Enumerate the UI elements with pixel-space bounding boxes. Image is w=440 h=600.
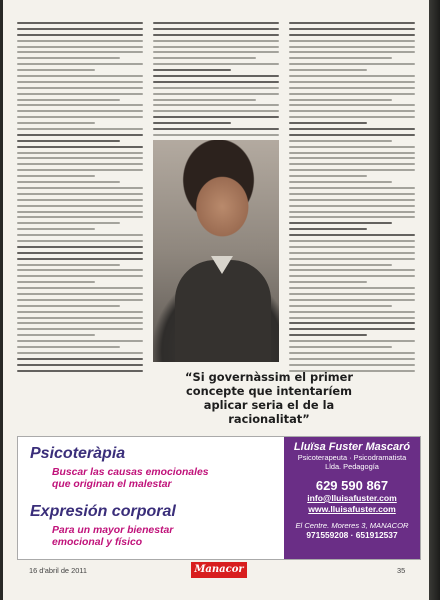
text-line xyxy=(17,146,143,148)
text-line xyxy=(17,157,143,159)
text-line xyxy=(17,293,143,295)
text-line xyxy=(17,264,120,266)
text-line xyxy=(17,258,143,260)
text-line xyxy=(17,211,143,213)
text-line xyxy=(289,87,415,89)
text-line xyxy=(153,116,279,118)
pull-quote-line: concepte que intentaríem xyxy=(186,384,352,398)
pull-quote-line: racionalitat” xyxy=(228,412,310,426)
text-line xyxy=(17,34,143,36)
text-line xyxy=(153,75,279,77)
text-line xyxy=(17,305,120,307)
text-line xyxy=(289,317,415,319)
page-edge xyxy=(429,0,440,600)
text-line xyxy=(289,222,392,224)
text-line xyxy=(289,264,392,266)
text-line xyxy=(153,40,279,42)
text-line xyxy=(153,104,279,106)
text-line xyxy=(17,152,143,154)
text-line xyxy=(17,163,143,165)
ad-tagline-line: Para un mayor bienestar xyxy=(52,525,174,536)
text-line xyxy=(289,34,415,36)
text-line xyxy=(17,222,120,224)
pull-quote-line: “Si governàssim el primer xyxy=(185,370,353,384)
text-line xyxy=(289,340,415,342)
text-line xyxy=(289,51,415,53)
text-line xyxy=(17,75,143,77)
text-line xyxy=(17,81,143,83)
text-line xyxy=(289,269,415,271)
text-line xyxy=(289,110,415,112)
text-line xyxy=(289,258,415,260)
text-line xyxy=(289,128,415,130)
interview-photo xyxy=(153,140,279,362)
text-line xyxy=(17,199,143,201)
text-line xyxy=(289,246,415,248)
text-line xyxy=(289,40,415,42)
text-line xyxy=(289,93,415,95)
text-line xyxy=(289,346,392,348)
ad-phones: 971559208 · 651912537 xyxy=(306,529,398,540)
text-line xyxy=(17,40,143,42)
text-line xyxy=(153,28,279,30)
text-line xyxy=(17,334,95,336)
text-line xyxy=(17,328,143,330)
text-line xyxy=(17,122,95,124)
ad-contact-panel xyxy=(284,437,420,559)
text-line xyxy=(153,134,279,136)
text-line xyxy=(17,110,143,112)
text-line xyxy=(289,275,415,277)
text-line xyxy=(289,364,415,366)
text-line xyxy=(153,22,279,24)
text-line xyxy=(289,157,415,159)
text-line xyxy=(289,63,415,65)
text-line xyxy=(289,234,415,236)
ad-service-tagline xyxy=(52,467,209,491)
text-line xyxy=(17,287,143,289)
text-line xyxy=(289,163,415,165)
text-line xyxy=(289,69,367,71)
text-line xyxy=(289,205,415,207)
footer-date: 16 d'abril de 2011 xyxy=(29,566,87,575)
text-line xyxy=(153,128,279,130)
text-line xyxy=(289,169,415,171)
text-line xyxy=(289,287,415,289)
text-line xyxy=(289,28,415,30)
text-line xyxy=(153,34,279,36)
text-line xyxy=(153,87,279,89)
text-line xyxy=(289,104,415,106)
text-line xyxy=(153,110,279,112)
text-line xyxy=(17,311,143,313)
text-line xyxy=(17,322,143,324)
ad-practitioner-name: Lluïsa Fuster Mascaró xyxy=(293,441,411,453)
text-line xyxy=(17,104,143,106)
text-line xyxy=(289,175,367,177)
article-column-3 xyxy=(289,22,415,382)
text-line xyxy=(17,281,95,283)
text-line xyxy=(289,352,415,354)
text-line xyxy=(289,252,415,254)
text-line xyxy=(17,228,95,230)
text-line xyxy=(289,181,392,183)
text-line xyxy=(17,193,143,195)
text-line xyxy=(17,358,143,360)
text-line xyxy=(17,340,143,342)
text-line xyxy=(289,146,415,148)
text-line xyxy=(17,134,143,136)
ad-tagline-line: emocional y físico xyxy=(52,537,143,548)
ad-address: El Centre. Moreres 3, MANACOR xyxy=(295,520,409,530)
text-line xyxy=(17,275,143,277)
text-line xyxy=(17,87,143,89)
text-line xyxy=(17,240,143,242)
text-line xyxy=(289,187,415,189)
text-line xyxy=(17,364,143,366)
text-line xyxy=(153,57,256,59)
text-line xyxy=(17,252,143,254)
text-line xyxy=(289,199,415,201)
magazine-logo: Manacor xyxy=(191,562,247,578)
ad-service-tagline xyxy=(52,525,173,549)
text-line xyxy=(17,46,143,48)
text-line xyxy=(289,140,392,142)
text-line xyxy=(17,140,120,142)
text-line xyxy=(289,334,367,336)
text-line xyxy=(289,152,415,154)
text-line xyxy=(289,22,415,24)
text-line xyxy=(289,293,415,295)
text-line xyxy=(289,75,415,77)
text-line xyxy=(17,69,95,71)
ad-role: Llda. Pedagogía xyxy=(325,462,379,472)
text-line xyxy=(17,99,120,101)
text-line xyxy=(17,22,143,24)
text-line xyxy=(17,116,143,118)
text-line xyxy=(153,122,231,124)
text-line xyxy=(17,175,95,177)
text-line xyxy=(289,240,415,242)
text-line xyxy=(289,311,415,313)
text-line xyxy=(17,216,143,218)
text-line xyxy=(17,205,143,207)
text-line xyxy=(17,346,120,348)
text-line xyxy=(153,93,279,95)
text-line xyxy=(289,211,415,213)
ad-role: Psicoterapeuta · Psicodramatista xyxy=(297,453,407,462)
text-line xyxy=(289,99,392,101)
text-line xyxy=(289,46,415,48)
text-line xyxy=(17,299,143,301)
article-column-1 xyxy=(17,22,143,382)
text-line xyxy=(289,358,415,360)
text-line xyxy=(289,134,415,136)
text-line xyxy=(17,169,143,171)
ad-tagline-line: Buscar las causas emocionales xyxy=(52,467,209,478)
text-line xyxy=(17,51,143,53)
advertisement xyxy=(17,436,421,560)
text-line xyxy=(17,128,143,130)
text-line xyxy=(153,99,256,101)
text-line xyxy=(289,216,415,218)
text-line xyxy=(17,246,143,248)
text-line xyxy=(17,370,143,372)
text-line xyxy=(289,322,415,324)
text-line xyxy=(153,51,279,53)
text-line xyxy=(17,63,143,65)
magazine-page xyxy=(3,0,429,600)
text-line xyxy=(289,122,367,124)
text-line xyxy=(289,57,392,59)
text-line xyxy=(17,187,143,189)
pull-quote-line: aplicar seria el de la xyxy=(203,398,335,412)
text-line xyxy=(289,305,392,307)
ad-email-link[interactable]: info@lluisafuster.com xyxy=(307,492,397,503)
text-line xyxy=(17,28,143,30)
ad-tagline-line: que originan el malestar xyxy=(52,479,172,490)
text-line xyxy=(153,81,279,83)
ad-web-link[interactable]: www.lluisafuster.com xyxy=(308,503,396,514)
text-line xyxy=(17,181,120,183)
text-line xyxy=(153,63,279,65)
text-line xyxy=(289,299,415,301)
text-line xyxy=(289,328,415,330)
text-line xyxy=(17,93,143,95)
text-line xyxy=(17,352,143,354)
ad-services-panel xyxy=(18,437,280,559)
text-line xyxy=(153,46,279,48)
text-line xyxy=(289,81,415,83)
text-line xyxy=(17,317,143,319)
text-line xyxy=(289,228,367,230)
text-line xyxy=(17,234,143,236)
text-line xyxy=(17,269,143,271)
ad-service-title: Expresión corporal xyxy=(30,503,176,520)
pull-quote xyxy=(153,368,385,432)
text-line xyxy=(17,57,120,59)
page-number: 35 xyxy=(397,566,406,575)
text-line xyxy=(289,193,415,195)
ad-service-title: Psicoteràpia xyxy=(30,445,126,462)
text-line xyxy=(289,116,415,118)
text-line xyxy=(153,69,231,71)
text-line xyxy=(289,281,367,283)
ad-phone: 629 590 867 xyxy=(315,477,389,493)
